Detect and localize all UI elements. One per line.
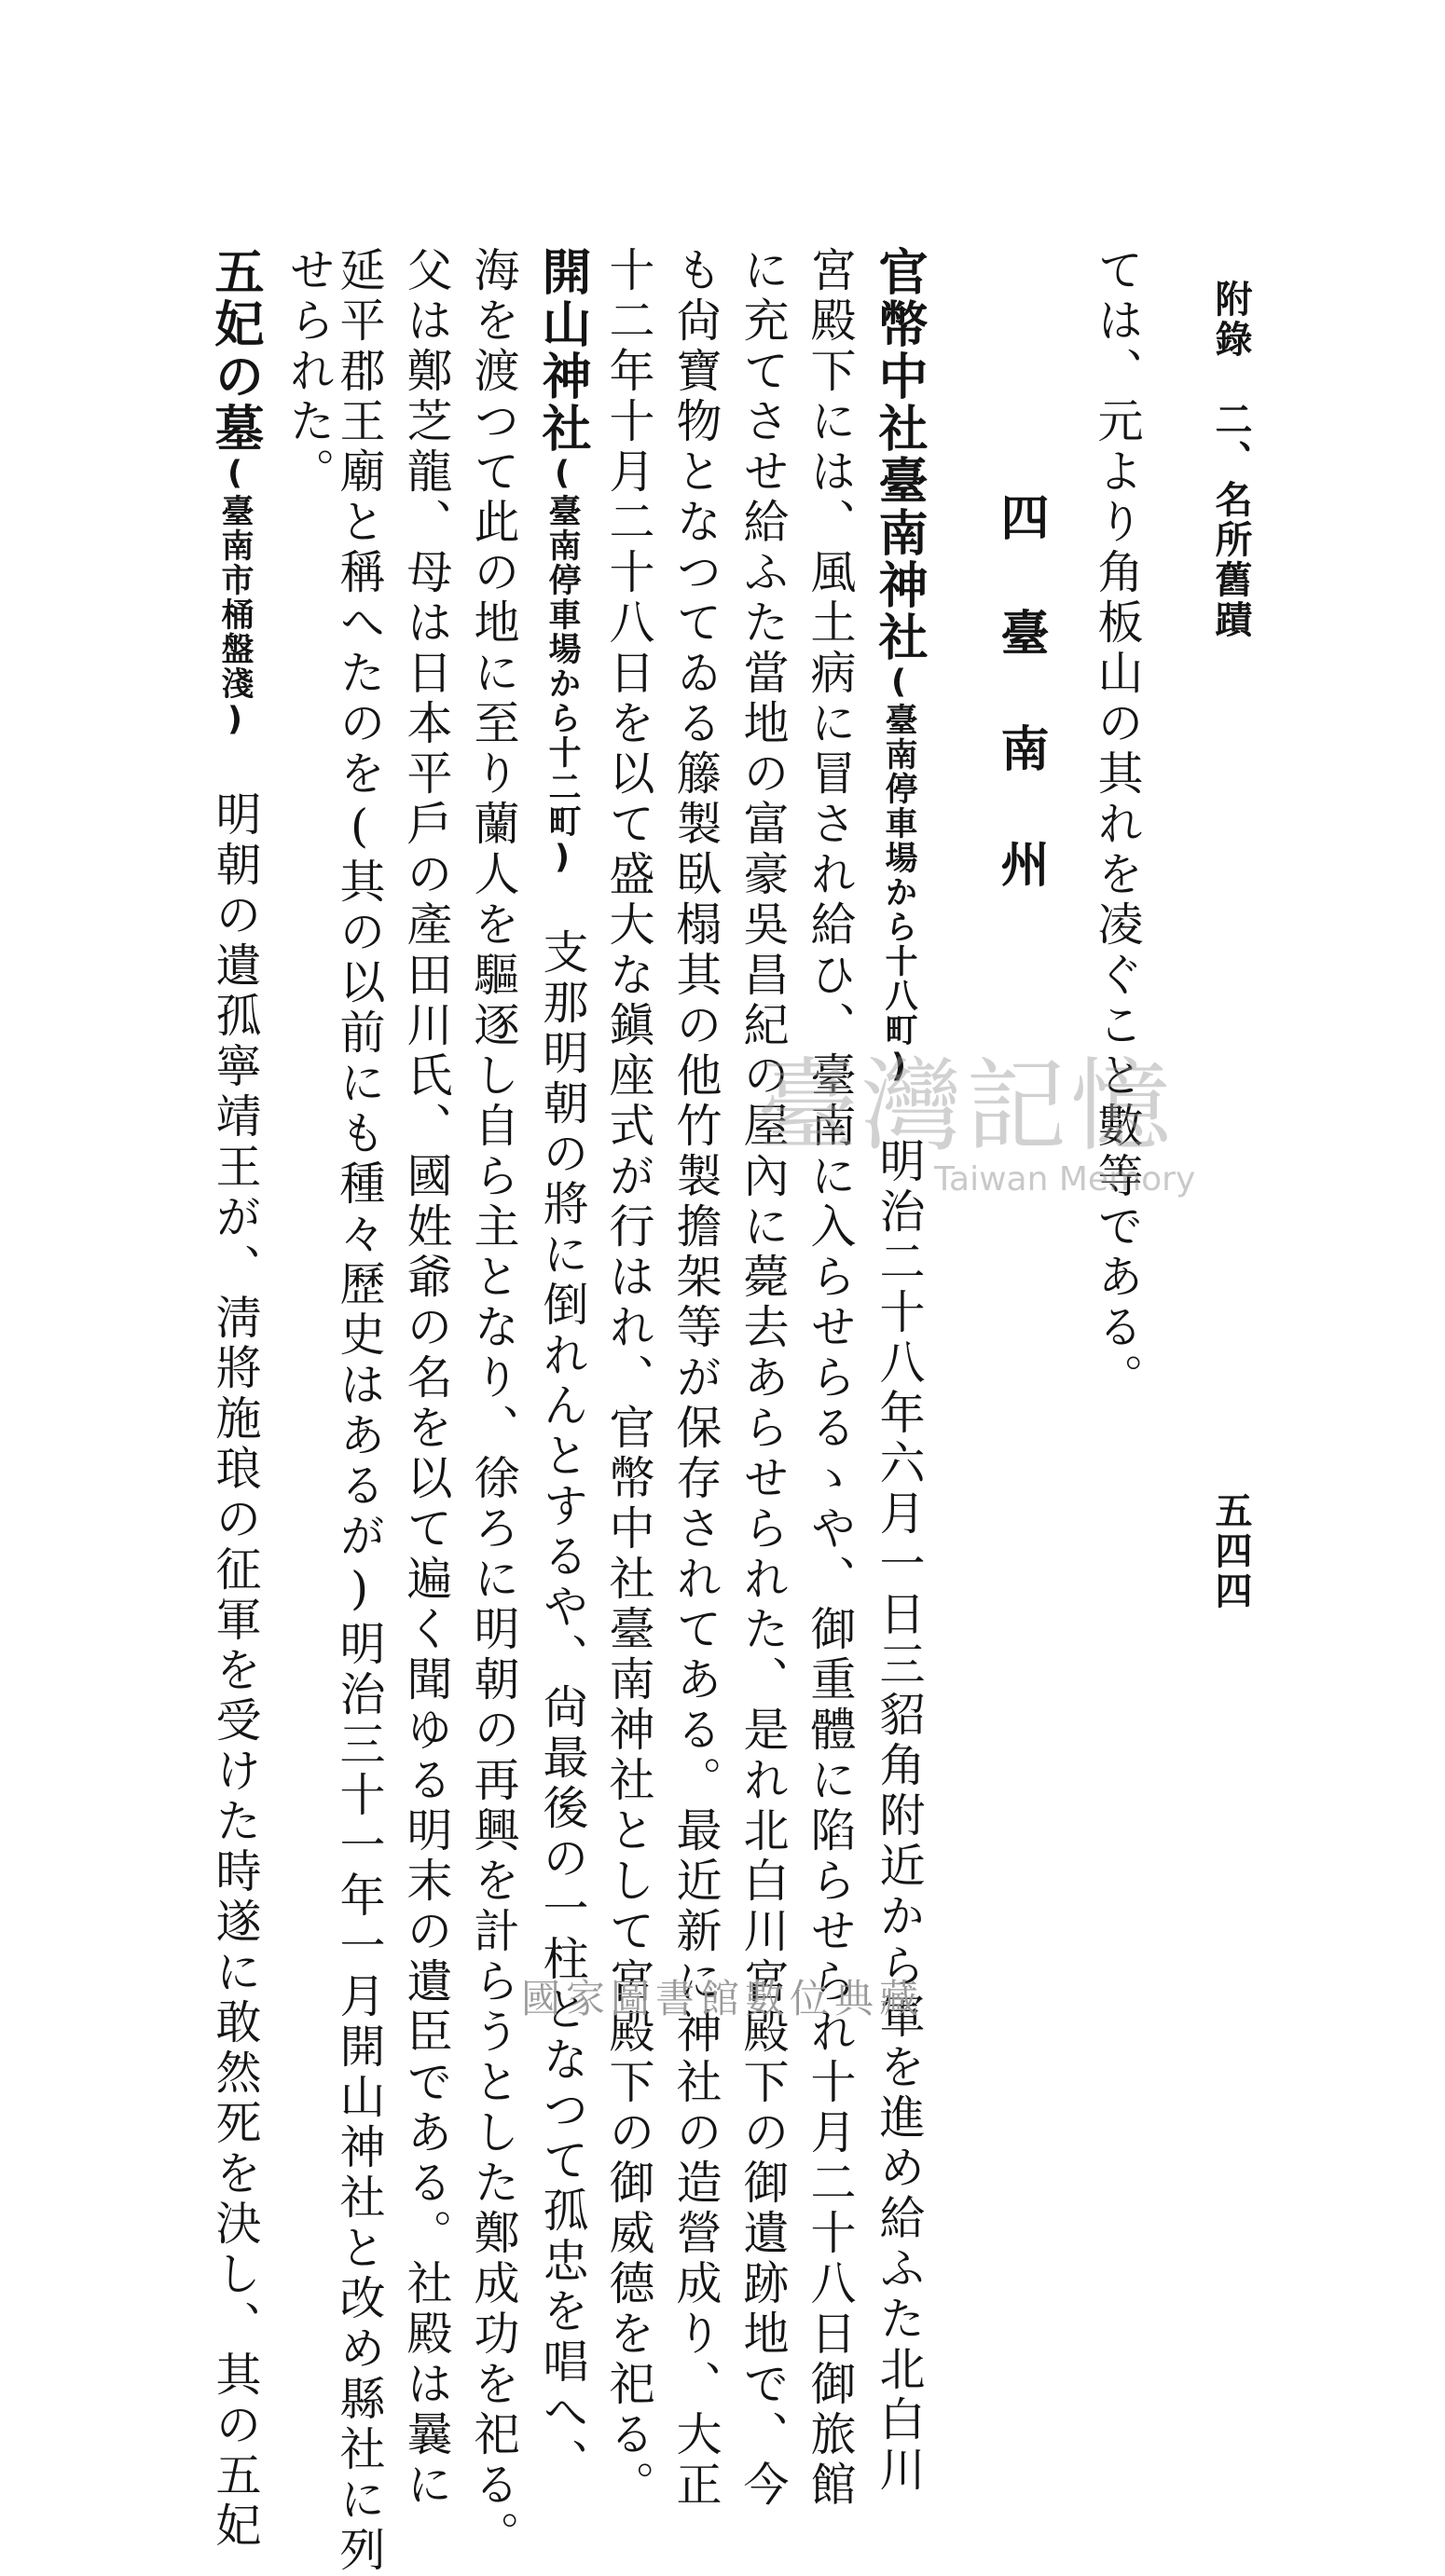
library-footer: 國家圖書館數位典藏 (520, 1976, 924, 2021)
text-column (871, 246, 928, 2496)
text-column: も尙寶物となつてゐる籐製臥榻其の他竹製擔架等が保存されてある。最近新に神社の造營成り、大正 (669, 246, 722, 2511)
entry-heading: 官幣中社臺南神社 (871, 246, 928, 664)
text-column: に充てさせ給ふた當地の富豪吳昌紀の屋內に薨去あらせられた、是れ北白川宮殿下の御遺跡地で、今 (736, 246, 790, 2511)
section-title-char: 州 (992, 839, 1048, 954)
entry-heading: 開山神社 (534, 246, 591, 455)
section-title-char: 四 (992, 492, 1048, 608)
text-column: ては、元より角板山の其れを凌ぐこと數等である。 (1091, 246, 1144, 1404)
text-column: 延平郡王廟と稱へたのを(其の以前にも種々歷史はあるが)明治三十一年一月開山神社と改め縣社に列 (333, 246, 386, 2576)
entry-text: 明朝の遺孤寧靖王が、淸將施琅の征軍を受けた時遂に敢然死を決し、其の五妃 (209, 740, 262, 2552)
entry-text: 支那明朝の將に倒れんとするや、尙最後の一柱となつて孤忠を唱へ、 (536, 878, 589, 2488)
entry-text: 明治二十八年六月一日三貂角附近から軍を進め給ふた北白川 (873, 1087, 926, 2496)
page-number: 五四四 (1209, 1491, 1252, 1611)
text-column: 海を渡つて此の地に至り蘭人を驅逐し自ら主となり、徐ろに明朝の再興を計らうとした鄭成功を祀る。 (467, 246, 520, 2561)
watermark-title: 臺灣記憶 (757, 1048, 1176, 1165)
taiwan-memory-watermark (757, 1025, 1195, 1199)
text-column (207, 246, 264, 2552)
entry-location-note: (臺南停車場から十二町) (544, 455, 581, 878)
section-title (992, 492, 1048, 954)
text-column: 十二年十月二十八日を以て盛大な鎭座式が行はれ、官幣中社臺南神社として宮殿下の御威德を祀る。 (602, 246, 655, 2511)
text-column: 父は鄭芝龍、母は日本平戶の產田川氏、國姓爺の名を以て遍く聞ゆる明末の遺臣である。社殿は曩に (400, 246, 453, 2511)
text-column: せられた。 (282, 246, 336, 498)
section-title-char: 南 (992, 723, 1048, 839)
section-title-char: 臺 (992, 608, 1048, 723)
entry-heading: 五妃の墓 (207, 246, 264, 455)
running-header: 附錄 二、名所舊蹟 (1209, 280, 1252, 640)
entry-location-note: (臺南市桶盤淺) (216, 455, 254, 740)
text-column (534, 246, 591, 2488)
entry-location-note: (臺南停車場から十八町) (880, 664, 917, 1087)
text-column: 宮殿下には、風土病に冒され給ひ、臺南に入らせらるゝや、御重體に陷らせられ十月二十八日御旅館 (804, 246, 857, 2511)
watermark-subtitle: Taiwan Memory (934, 1160, 1196, 1199)
